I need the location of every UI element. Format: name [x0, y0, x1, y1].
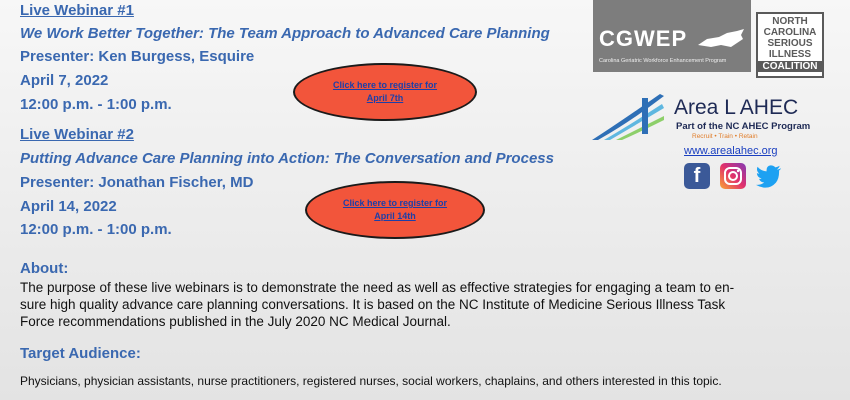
about-text: [20, 279, 840, 330]
webinar1-time: 12:00 p.m. - 1:00 p.m.: [20, 96, 172, 113]
cgwep-subtitle: Carolina Geriatric Workforce Enhancement Program: [599, 58, 727, 64]
ahec-tagline: Recruit • Train • Retain: [692, 133, 758, 140]
webinar2-title: Putting Advance Care Planning into Action: The Conversation and Process: [20, 150, 554, 167]
cgwep-logo: [593, 0, 751, 72]
audience-text: Physicians, physician assistants, nurse practitioners, registered nurses, social workers, chaplains, and others interested in this topic.: [20, 374, 722, 388]
register-april14-line1: Click here to register for: [342, 198, 448, 208]
instagram-icon[interactable]: [720, 163, 746, 189]
about-heading: About:: [20, 260, 69, 277]
webinar1-header: Live Webinar #1: [20, 2, 134, 19]
register-april7-button[interactable]: [293, 63, 477, 121]
about-line-1: The purpose of these live webinars is to demonstrate the need as well as effective strategies for engaging a team to en-: [20, 280, 735, 295]
webinar1-title: We Work Better Together: The Team Approach to Advanced Care Planning: [20, 25, 550, 42]
webinar2-date: April 14, 2022: [20, 198, 117, 215]
webinar2-header: Live Webinar #2: [20, 126, 134, 143]
area-l-ahec-swoosh-icon: [590, 92, 668, 142]
register-april7-line1: Click here to register for: [332, 80, 438, 90]
register-april14-button[interactable]: [305, 181, 485, 239]
webinar2-presenter: Presenter: Jonathan Fischer, MD: [20, 174, 254, 191]
facebook-icon[interactable]: f: [684, 163, 710, 189]
twitter-icon[interactable]: [756, 163, 782, 189]
webinar1-date: April 7, 2022: [20, 72, 109, 89]
about-line-2: sure high quality advance care planning conversations. It is based on the NC Institute of Medicine Serious Illness Task: [20, 297, 726, 312]
nc-serious-illness-coalition-logo: [756, 12, 824, 78]
nc-state-icon: [697, 27, 745, 49]
webinar1-presenter: Presenter: Ken Burgess, Esquire: [20, 48, 255, 65]
ahec-name: Area L AHEC: [674, 96, 799, 119]
webinar2-time: 12:00 p.m. - 1:00 p.m.: [20, 221, 172, 238]
cgwep-wordmark: CGWEP: [599, 26, 688, 51]
coalition-line-5: COALITION: [758, 61, 822, 72]
register-april7-line2: April 7th: [366, 93, 404, 103]
audience-heading: Target Audience:: [20, 345, 141, 362]
ahec-website-link[interactable]: www.arealahec.org: [684, 145, 778, 157]
coalition-line-4: ILLNESS: [768, 49, 812, 60]
ahec-subtitle: Part of the NC AHEC Program: [676, 121, 811, 132]
coalition-line-2: CAROLINA: [763, 27, 817, 38]
coalition-line-3: SERIOUS: [767, 38, 813, 49]
about-line-3: Force recommendations published in the July 2020 NC Medical Journal.: [20, 314, 451, 329]
coalition-line-1: NORTH: [772, 16, 808, 27]
register-april14-line2: April 14th: [374, 211, 416, 221]
